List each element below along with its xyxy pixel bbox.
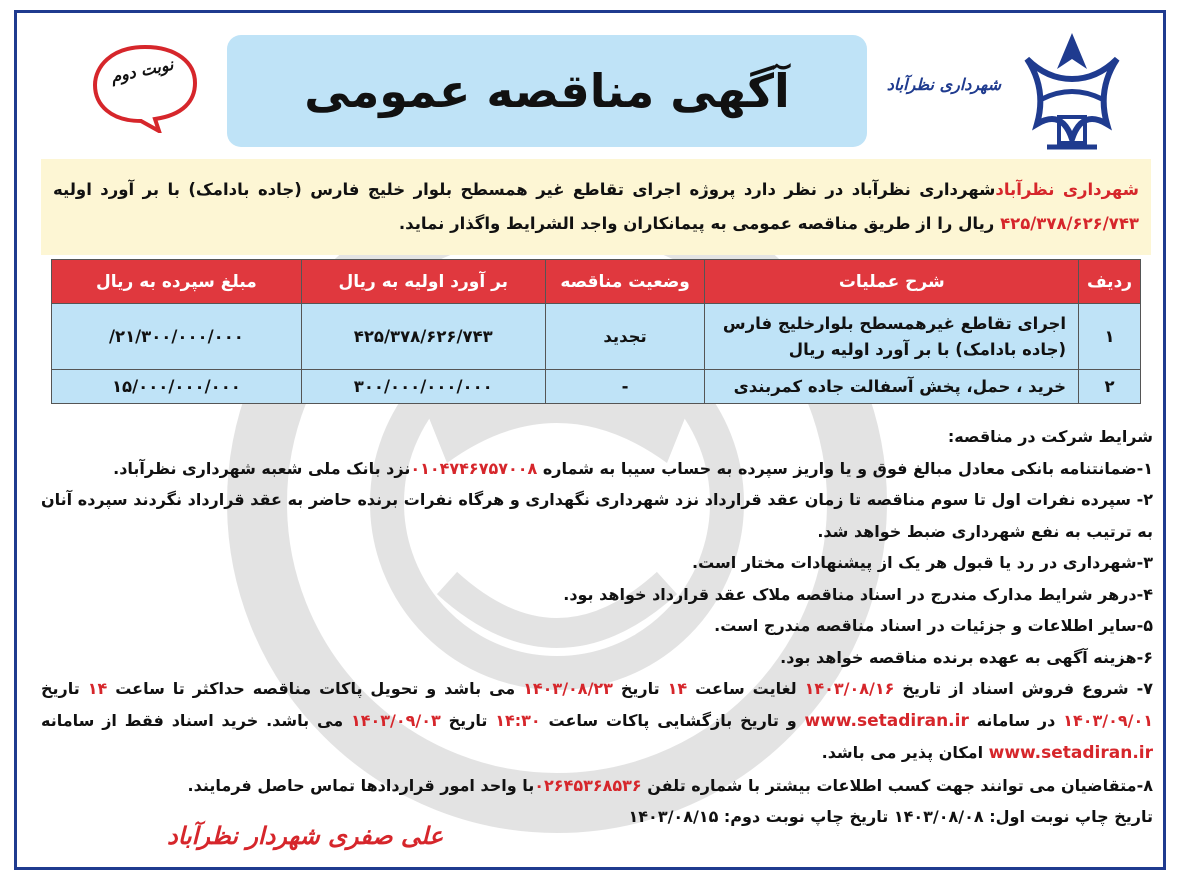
setadiran-link[interactable]: www.setadiran.ir bbox=[804, 710, 969, 731]
condition-text: در سامانه bbox=[976, 710, 1056, 730]
condition-text: می باشد. خرید اسناد فقط از سامانه bbox=[41, 710, 344, 730]
tender-table bbox=[51, 259, 1141, 404]
table-row bbox=[52, 304, 1141, 370]
condition-text: ۷- شروع فروش اسناد از تاریخ bbox=[902, 679, 1153, 698]
condition-text: تاریخ bbox=[620, 679, 660, 698]
municipality-logo-icon bbox=[1007, 29, 1137, 151]
row-deposit: ۲۱/۳۰۰/۰۰۰/۰۰۰/ bbox=[52, 304, 302, 370]
condition-text: ۸-متقاضیان می توانند جهت کسب اطلاعات بیشتر با شماره تلفن bbox=[647, 775, 1153, 795]
condition-1 bbox=[41, 453, 1153, 485]
time-value: ۱۴:۳۰ bbox=[495, 710, 541, 730]
row-deposit: ۱۵/۰۰۰/۰۰۰/۰۰۰ bbox=[52, 370, 302, 404]
condition-text: می باشد و تحویل پاکات مناقصه حداکثر تا ساعت bbox=[115, 679, 516, 698]
row-num: ۱ bbox=[1079, 304, 1141, 370]
col-row: ردیف bbox=[1079, 260, 1141, 304]
row-desc bbox=[705, 304, 1079, 370]
condition-text: و تاریخ بازگشایی پاکات ساعت bbox=[548, 710, 797, 730]
col-status: وضعیت مناقصه bbox=[545, 260, 705, 304]
date-value: ۱۴۰۳/۰۸/۱۶ bbox=[804, 679, 895, 698]
time-value: ۱۴ bbox=[667, 679, 688, 698]
col-deposit: مبلغ سپرده به ریال bbox=[52, 260, 302, 304]
conditions-section bbox=[41, 421, 1153, 833]
col-estimate: بر آورد اولیه به ریال bbox=[301, 260, 545, 304]
date-value: ۱۴۰۳/۰۹/۰۳ bbox=[350, 710, 441, 730]
condition-text: نزد بانک ملی شعبه شهرداری نظرآباد. bbox=[113, 458, 411, 478]
condition-3: ۳-شهرداری در رد یا قبول هر یک از پیشنهادات مختار است. bbox=[692, 553, 1153, 572]
col-desc: شرح عملیات bbox=[705, 260, 1079, 304]
conditions-heading: شرایط شرکت در مناقصه: bbox=[947, 427, 1153, 446]
condition-text: با واحد امور قراردادها تماس حاصل فرمایند. bbox=[187, 775, 535, 795]
date-value: ۱۴۰۳/۰۸/۲۳ bbox=[523, 679, 613, 698]
intro-amount: ۴۲۵/۳۷۸/۶۲۶/۷۴۳ bbox=[1000, 214, 1139, 233]
condition-7 bbox=[41, 673, 1153, 770]
row-desc: خرید ، حمل، پخش آسفالت جاده کمربندی bbox=[705, 370, 1079, 404]
condition-text: تاریخ bbox=[448, 710, 488, 730]
notice-header bbox=[17, 13, 1163, 158]
account-number: ۰۱۰۴۷۴۶۷۵۷۰۰۸ bbox=[410, 458, 538, 478]
signature: علی صفری شهردار نظرآباد bbox=[167, 821, 444, 850]
municipality-name: شهرداری نظرآباد bbox=[886, 75, 1001, 94]
row-desc-line: اجرای تقاطع غیرهمسطح بلوارخلیج فارس bbox=[722, 313, 1067, 333]
date-value: ۱۴۰۳/۰۹/۰۱ bbox=[1063, 710, 1153, 730]
row-status: - bbox=[545, 370, 705, 404]
condition-8 bbox=[41, 770, 1153, 802]
intro-text-a: شهرداری نظرآباد در نظر دارد پروژه اجرای تقاطع غیر همسطح بلوار خلیج فارس (جاده بادامک) با بر آورد اولیه bbox=[53, 180, 996, 199]
row-status: تجدید bbox=[545, 304, 705, 370]
row-num: ۲ bbox=[1079, 370, 1141, 404]
table-header-row bbox=[52, 260, 1141, 304]
row-estimate: ۴۲۵/۳۷۸/۶۲۶/۷۴۳ bbox=[301, 304, 545, 370]
row-estimate: ۳۰۰/۰۰۰/۰۰۰/۰۰۰ bbox=[301, 370, 545, 404]
print-dates: تاریخ چاپ نوبت اول: ۱۴۰۳/۰۸/۰۸ تاریخ چاپ نوبت دوم: ۱۴۰۳/۰۸/۱۵ bbox=[628, 807, 1153, 826]
condition-6: ۶-هزینه آگهی به عهده برنده مناقصه خواهد بود. bbox=[780, 647, 1153, 667]
condition-2: ۲- سپرده نفرات اول تا سوم مناقصه تا زمان عقد قرارداد نزد شهرداری نگهداری و هرگاه نفرات برنده حاضر به عقد قرارداد نگردند سپرده آنان به ترتیب به نفع شهرداری ضبط خواهد شد. bbox=[41, 490, 1153, 541]
intro-org: شهرداری نظرآباد bbox=[995, 180, 1139, 199]
condition-text: ۱-ضمانتنامه بانکی معادل مبالغ فوق و یا واریز سپرده به حساب سیبا به شماره bbox=[542, 458, 1153, 478]
condition-text: تاریخ bbox=[41, 679, 80, 698]
intro-paragraph bbox=[41, 159, 1151, 255]
condition-text: امکان پذیر می باشد. bbox=[821, 743, 984, 762]
condition-text: لغایت ساعت bbox=[695, 679, 797, 698]
phone-number: ۰۲۶۴۵۳۶۸۵۳۶ bbox=[534, 775, 642, 795]
condition-5: ۵-سایر اطلاعات و جزئیات در اسناد مناقصه مندرج است. bbox=[714, 616, 1153, 635]
page-title: آگهی مناقصه عمومی bbox=[304, 64, 790, 118]
round-badge: نوبت دوم bbox=[109, 54, 175, 87]
table-row bbox=[52, 370, 1141, 404]
intro-text-b: ریال را از طریق مناقصه عمومی به پیمانکاران واجد الشرایط واگذار نماید. bbox=[398, 214, 995, 233]
time-value: ۱۴ bbox=[87, 679, 108, 698]
title-banner bbox=[227, 35, 867, 147]
condition-4: ۴-درهر شرایط مدارک مندرج در اسناد مناقصه ملاک عقد قرارداد خواهد بود. bbox=[563, 584, 1153, 604]
setadiran-link[interactable]: www.setadiran.ir bbox=[988, 743, 1153, 763]
notice-frame bbox=[14, 10, 1166, 870]
row-desc-line: (جاده بادامک) با بر آورد اولیه ریال bbox=[788, 339, 1067, 359]
